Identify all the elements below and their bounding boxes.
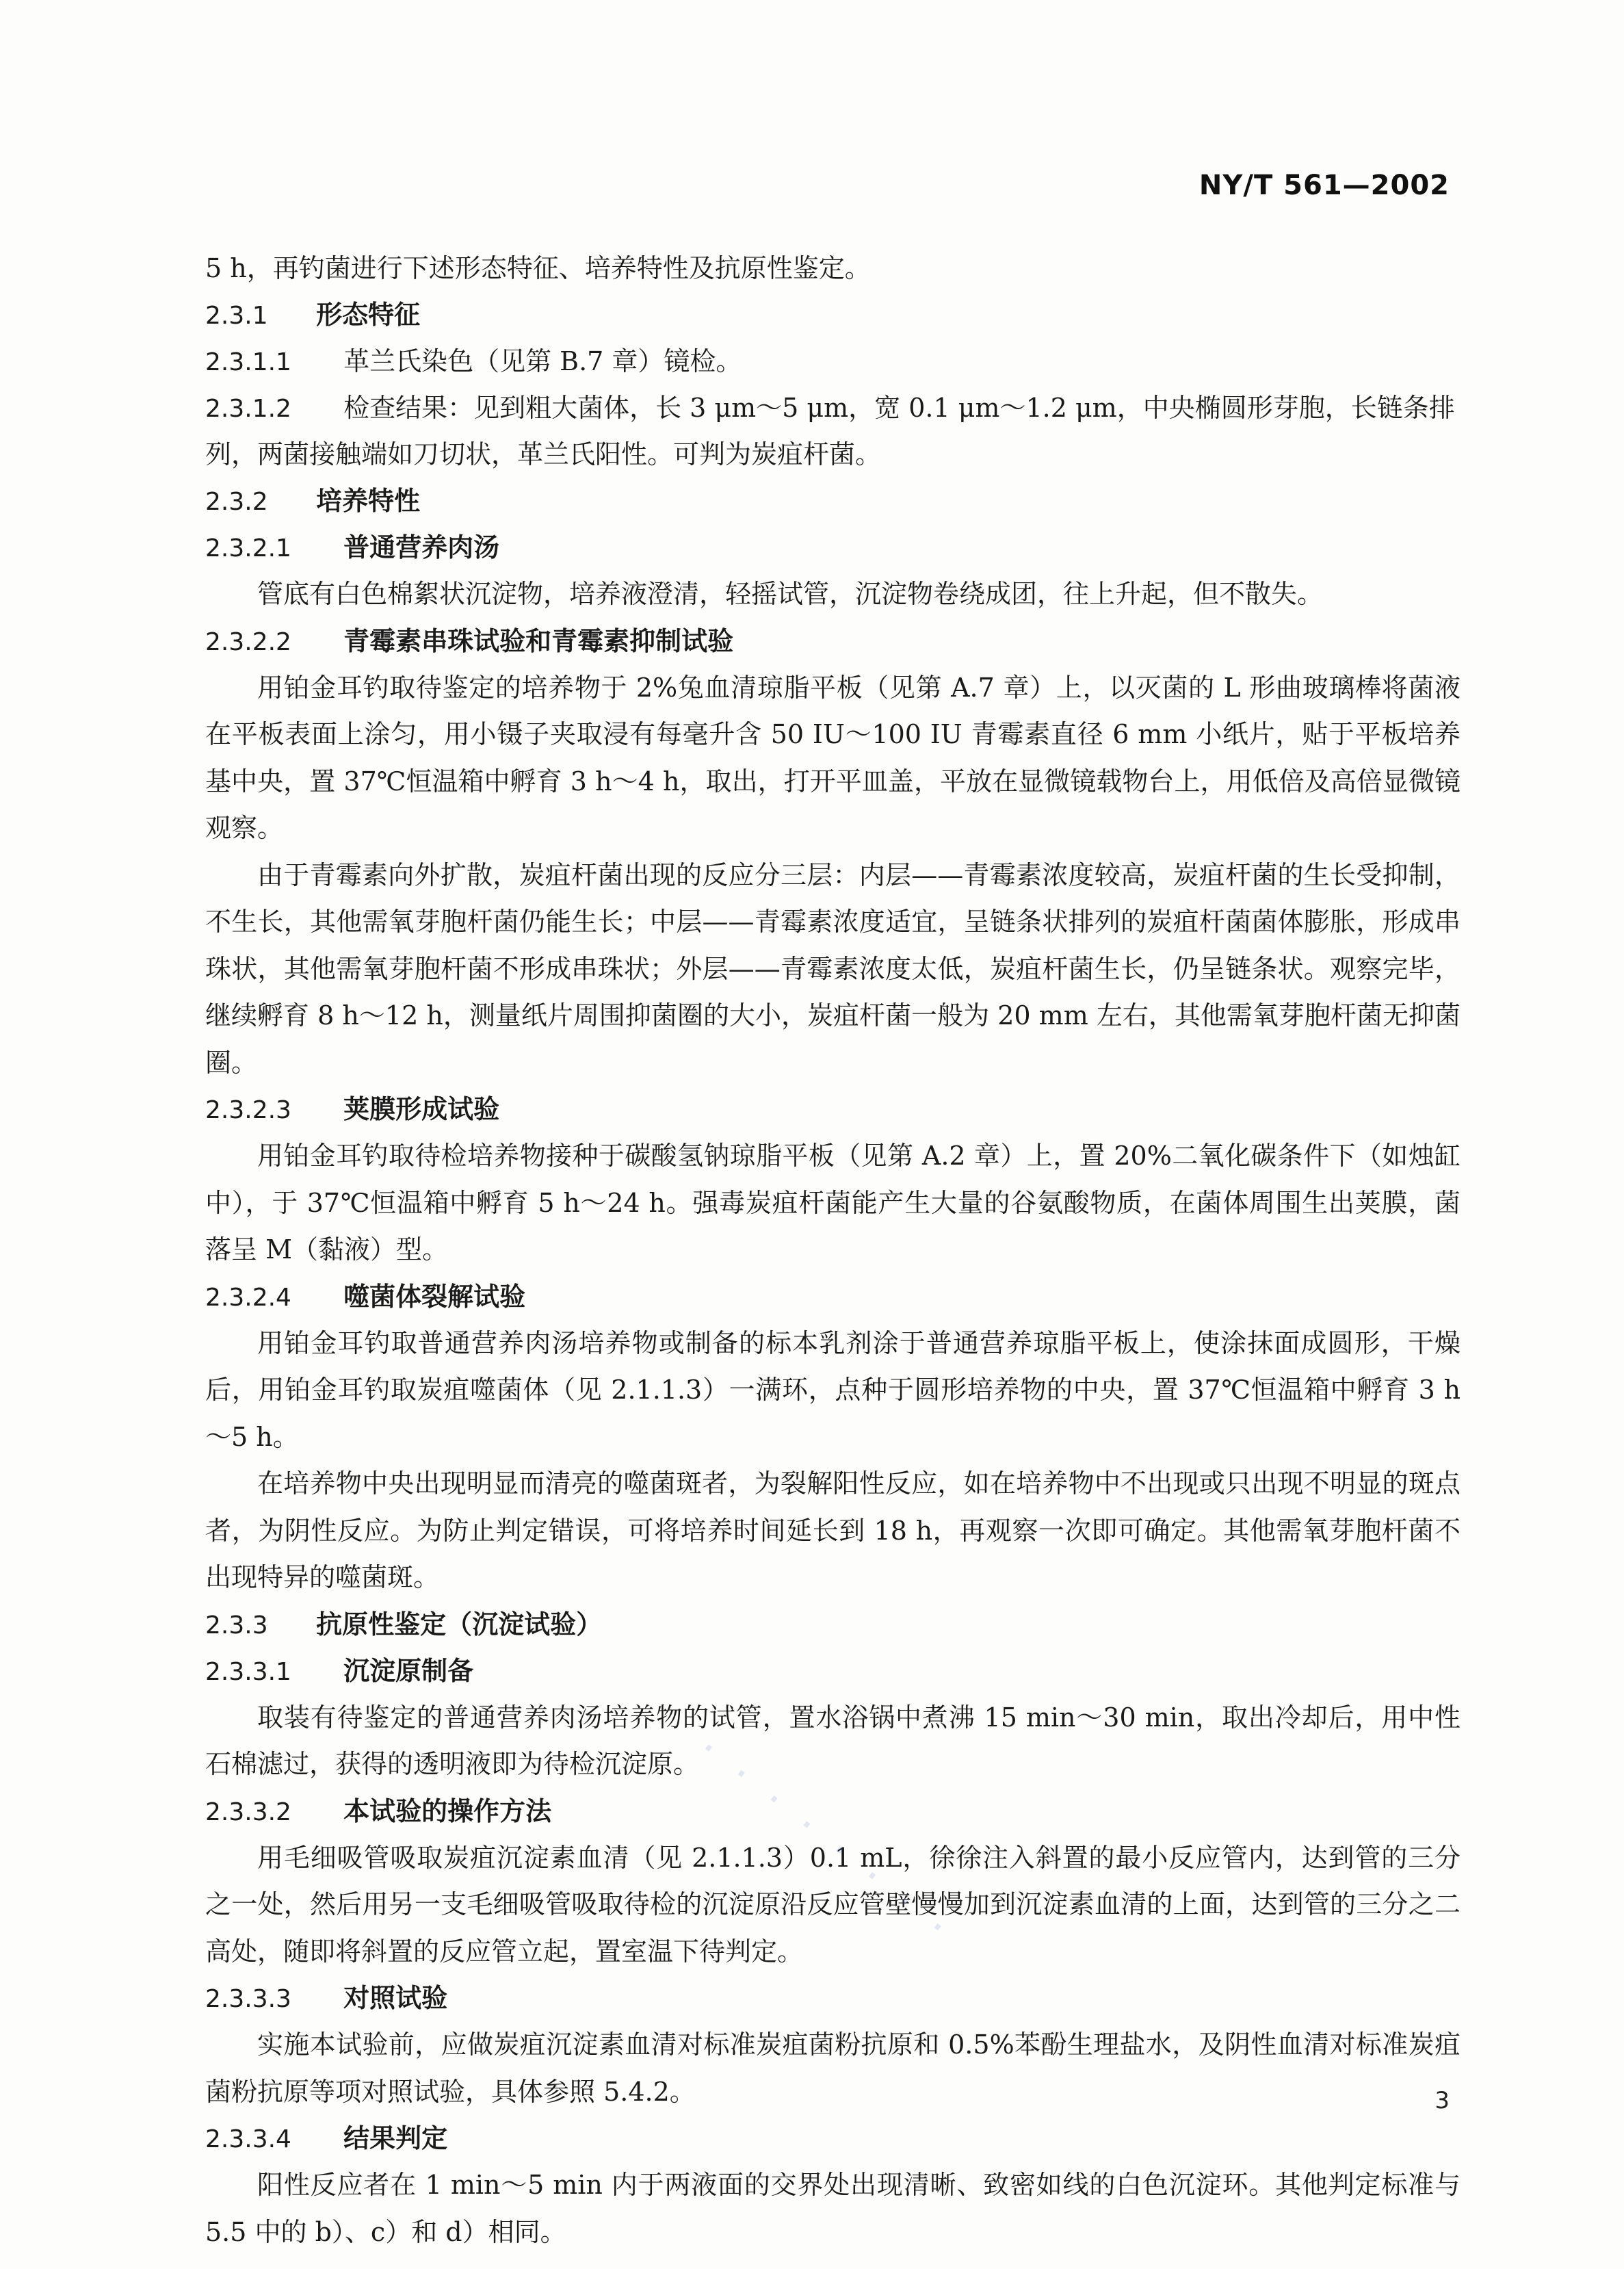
section-title: 结果判定 bbox=[343, 2123, 448, 2153]
heading-2-3-2 bbox=[205, 478, 1461, 524]
heading-2-3-2-1 bbox=[205, 524, 1461, 571]
watermark-stamp: · · · · · · · · bbox=[687, 1724, 964, 1956]
section-title: 沉淀原制备 bbox=[343, 1655, 474, 1686]
section-title: 对照试验 bbox=[343, 1983, 448, 2013]
section-number: 2.3.3.2 bbox=[205, 1798, 291, 1826]
section-title: 青霉素串珠试验和青霉素抑制试验 bbox=[343, 625, 734, 656]
paragraph: 实施本试验前，应做炭疽沉淀素血清对标准炭疽菌粉抗原和 0.5%苯酚生理盐水，及阴性血清对标准炭疽菌粉抗原等项对照试验，具体参照 5.4.2。 bbox=[205, 2030, 1461, 2107]
section-text-continued: 列，两菌接触端如刀切状，革兰氏阳性。可判为炭疽杆菌。 bbox=[205, 439, 882, 469]
paragraph: 阳性反应者在 1 min～5 min 内于两液面的交界处出现清晰、致密如线的白色沉淀环。其他判定标准与 5.5 中的 b）、c）和 d）相同。 bbox=[205, 2170, 1461, 2247]
paragraph: 管底有白色棉絮状沉淀物，培养液澄清，轻摇试管，沉淀物卷绕成团，往上升起，但不散失。 bbox=[257, 579, 1324, 609]
heading-2-3-3-3 bbox=[205, 1975, 1461, 2021]
section-title: 普通营养肉汤 bbox=[343, 532, 500, 562]
paragraph: 在培养物中央出现明显而清亮的噬菌斑者，为裂解阳性反应，如在培养物中不出现或只出现不明显的斑点者，为阴性反应。为防止判定错误，可将培养时间延长到 18 h，再观察一次即可确定。其他需氧芽胞杆菌不出现特异的噬菌斑。 bbox=[205, 1468, 1461, 1592]
heading-2-3-2-3 bbox=[205, 1086, 1461, 1132]
section-number: 2.3.2.2 bbox=[205, 627, 291, 656]
heading-2-3-2-2 bbox=[205, 618, 1461, 664]
section-title: 噬菌体裂解试验 bbox=[343, 1281, 526, 1312]
section-title: 形态特征 bbox=[316, 300, 421, 330]
section-number: 2.3.2.1 bbox=[205, 534, 291, 562]
section-number: 2.3.3.4 bbox=[205, 2125, 291, 2153]
paragraph: 用铂金耳钓取待检培养物接种于碳酸氢钠琼脂平板（见第 A.2 章）上，置 20%二氧化碳条件下（如烛缸中），于 37℃恒温箱中孵育 5 h～24 h。强毒炭疽杆菌能产生大量的谷氨酸物质，在菌体周围生出荚膜，菌落呈 M（黏液）型。 bbox=[205, 1141, 1461, 1265]
heading-2-3-3-4 bbox=[205, 2115, 1461, 2162]
paragraph: 由于青霉素向外扩散，炭疽杆菌出现的反应分三层：内层——青霉素浓度较高，炭疽杆菌的生长受抑制，不生长，其他需氧芽胞杆菌仍能生长；中层——青霉素浓度适宜，呈链条状排列的炭疽杆菌菌体膨胀，形成串珠状，其他需氧芽胞杆菌不形成串珠状；外层——青霉素浓度太低，炭疽杆菌生长，仍呈链条状。观察完毕，继续孵育 8 h～12 h，测量纸片周围抑菌圈的大小，炭疽杆菌一般为 20 mm 左右，其他需氧芽胞杆菌无抑菌圈。 bbox=[205, 859, 1461, 1078]
paragraph: 用铂金耳钓取待鉴定的培养物于 2%兔血清琼脂平板（见第 A.7 章）上，以灭菌的 L 形曲玻璃棒将菌液在平板表面上涂匀，用小镊子夹取浸有每毫升含 50 IU～100 IU 青霉素直径 6 mm 小纸片，贴于平板培养基中央，置 37℃恒温箱中孵育 3 h～4 h，取出，打开平皿盖，平放在显微镜载物台上，用低倍及高倍显微镜观察。 bbox=[205, 672, 1461, 843]
heading-2-3-3 bbox=[205, 1601, 1461, 1648]
heading-2-3-1-1 bbox=[205, 338, 1461, 385]
section-text: 检查结果：见到粗大菌体，长 3 μm～5 μm，宽 0.1 μm～1.2 μm，中央椭圆形芽胞，长链条排 bbox=[343, 393, 1455, 423]
standard-code: NY/T 561—2002 bbox=[1199, 170, 1450, 201]
section-number: 2.3.1.1 bbox=[205, 348, 291, 376]
paragraph: 用铂金耳钓取普通营养肉汤培养物或制备的标本乳剂涂于普通营养琼脂平板上，使涂抹面成圆形，干燥后，用铂金耳钓取炭疽噬菌体（见 2.1.1.3）一满环，点种于圆形培养物的中央，置 37℃恒温箱中孵育 3 h～5 h。 bbox=[205, 1327, 1461, 1452]
section-number: 2.3.1.2 bbox=[205, 395, 291, 423]
paragraph: 取装有待鉴定的普通营养肉汤培养物的试管，置水浴锅中煮沸 15 min～30 min，取出冷却后，用中性石棉滤过，获得的透明液即为待检沉淀原。 bbox=[205, 1702, 1461, 1779]
page-number: 3 bbox=[1435, 2087, 1450, 2114]
heading-2-3-2-4 bbox=[205, 1273, 1461, 1320]
section-number: 2.3.3.1 bbox=[205, 1657, 291, 1686]
section-number: 2.3.3 bbox=[205, 1611, 268, 1639]
section-title: 培养特性 bbox=[316, 486, 421, 516]
heading-2-3-1 bbox=[205, 291, 1461, 338]
paragraph: 用毛细吸管吸取炭疽沉淀素血清（见 2.1.1.3）0.1 mL，徐徐注入斜置的最小反应管内，达到管的三分之一处，然后用另一支毛细吸管吸取待检的沉淀原沿反应管壁慢慢加到沉淀素血清的上面，达到管的三分之二高处，随即将斜置的反应管立起，置室温下待判定。 bbox=[205, 1842, 1461, 1967]
heading-2-3-3-1 bbox=[205, 1648, 1461, 1694]
section-number: 2.3.2.3 bbox=[205, 1096, 291, 1124]
heading-2-3-1-2 bbox=[205, 385, 1461, 431]
section-number: 2.3.2.4 bbox=[205, 1283, 291, 1312]
document-body bbox=[205, 245, 1461, 2255]
section-text: 革兰氏染色（见第 B.7 章）镜检。 bbox=[343, 346, 742, 376]
section-title: 抗原性鉴定（沉淀试验） bbox=[316, 1609, 603, 1639]
section-number: 2.3.1 bbox=[205, 302, 268, 330]
section-number: 2.3.3.3 bbox=[205, 1985, 291, 2013]
section-number: 2.3.2 bbox=[205, 488, 268, 516]
section-title: 本试验的操作方法 bbox=[343, 1795, 552, 1826]
section-title: 荚膜形成试验 bbox=[343, 1094, 500, 1124]
intro-line: 5 h，再钓菌进行下述形态特征、培养特性及抗原性鉴定。 bbox=[205, 253, 871, 283]
